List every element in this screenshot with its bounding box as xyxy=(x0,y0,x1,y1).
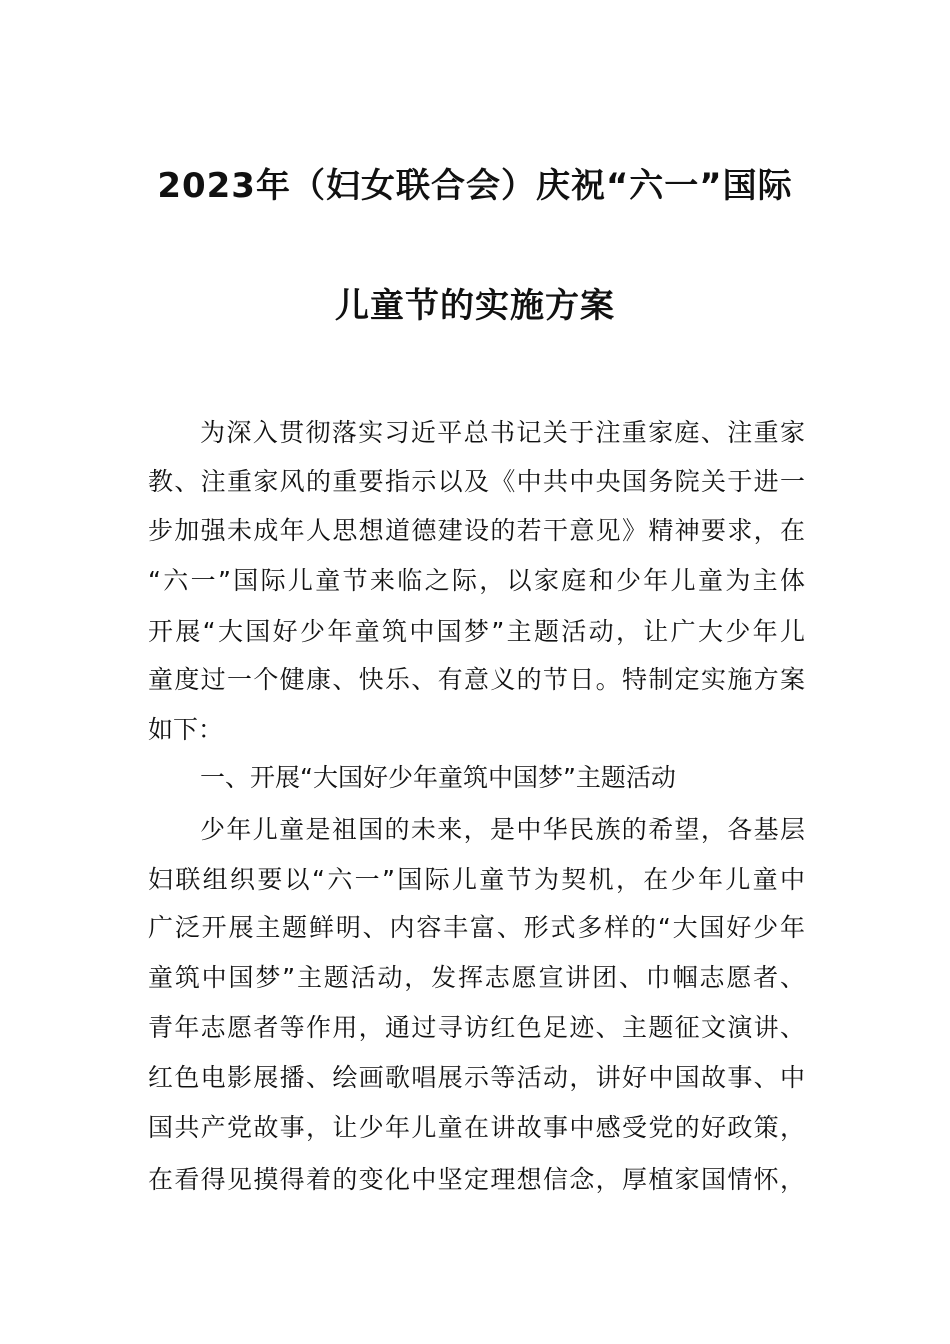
title-line-2: 儿童节的实施方案 xyxy=(335,286,615,326)
title-line-1: 2023年（妇女联合会）庆祝“六一”国际 xyxy=(157,166,793,206)
text-line: 如下： xyxy=(148,715,224,744)
text-line: 少年儿童是祖国的未来，是中华民族的希望，各基层 xyxy=(200,815,805,844)
text-line: 在看得见摸得着的变化中坚定理想信念，厚植家国情怀， xyxy=(148,1165,805,1194)
text-line: 红色电影展播、绘画歌唱展示等活动，讲好中国故事、中 xyxy=(148,1063,805,1092)
heading-text: 一、开展“大国好少年童筑中国梦”主题活动 xyxy=(200,763,676,792)
text-line: 童度过一个健康、快乐、有意义的节日。特制定实施方案 xyxy=(148,665,805,694)
text-line: 步加强未成年人思想道德建设的若干意见》精神要求，在 xyxy=(148,516,805,545)
text-line: 国共产党故事，让少年儿童在讲故事中感受党的好政策， xyxy=(148,1113,805,1142)
text-line: 青年志愿者等作用，通过寻访红色足迹、主题征文演讲、 xyxy=(148,1013,805,1042)
text-line: 广泛开展主题鲜明、内容丰富、形式多样的“大国好少年 xyxy=(148,913,805,942)
text-line: “六一”国际儿童节来临之际，以家庭和少年儿童为主体 xyxy=(148,566,805,595)
text-line: 童筑中国梦”主题活动，发挥志愿宣讲团、巾帼志愿者、 xyxy=(148,963,805,992)
text-line: 教、注重家风的重要指示以及《中共中央国务院关于进一 xyxy=(148,467,805,496)
text-line: 妇联组织要以“六一”国际儿童节为契机，在少年儿童中 xyxy=(148,865,805,894)
text-line: 开展“大国好少年童筑中国梦”主题活动，让广大少年儿 xyxy=(148,617,805,646)
text-line: 为深入贯彻落实习近平总书记关于注重家庭、注重家 xyxy=(200,418,805,447)
